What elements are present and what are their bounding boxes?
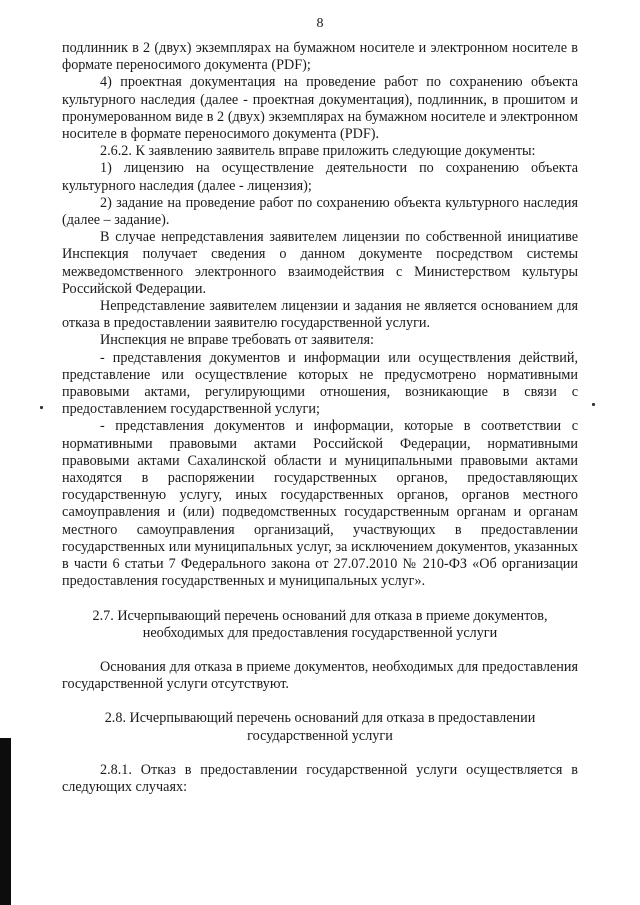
section-heading-2-8: 2.8. Исчерпывающий перечень оснований для отказа в предоставлении государственной услуги — [104, 710, 536, 744]
paragraph: Непредставление заявителем лицензии и задания не является основанием для отказа в предоставлении заявителю государственной услуги. — [62, 298, 578, 332]
paragraph: 2) задание на проведение работ по сохранению объекта культурного наследия (далее – задание). — [62, 194, 578, 229]
paragraph: 4) проектная документация на проведение работ по сохранению объекта культурного наследия (далее - проектная документация), подлинник, в прошитом и пронумерованном виде в 2 (двух) экземплярах на бумажном носителе и электронном носителе в формате переносимого документа (PDF). — [62, 74, 578, 143]
list-item: - представления документов и информации, которые в соответствии с нормативными правовыми актами Российской Федерации, нормативными правовыми актами Сахалинской области и муниципальными правовыми актами находятся в распоряжении государственных органов, предоставляющих государственную услугу, иных государственных органов, органов местного самоуправления и (или) подведомственных государственным органам и органам местного самоуправления организаций, участвующих в предоставлении государственных или муниципальных услуг, за исключением документов, указанных в части 6 статьи 7 Федерального закона от 27.07.2010 № 210-ФЗ «Об организации предоставления государственных и муниципальных услуг». — [62, 418, 578, 590]
paragraph: Инспекция не вправе требовать от заявителя: — [100, 332, 374, 349]
page-number: 8 — [316, 16, 324, 31]
paragraph: 1) лицензию на осуществление деятельности по сохранению объекта культурного наследия (далее - лицензия); — [62, 160, 578, 194]
scan-speck — [592, 403, 595, 406]
paragraph: 2.6.2. К заявлению заявитель вправе приложить следующие документы: — [100, 143, 536, 160]
scan-edge-shadow — [0, 738, 11, 905]
section-body-2-7: Основания для отказа в приеме документов, необходимых для предоставления государственной услуги отсутствуют. — [62, 658, 578, 693]
document-body — [62, 40, 578, 796]
list-item: - представления документов и информации или осуществления действий, представление или осуществление которых не предусмотрено нормативными правовыми актами, регулирующими отношения, возникающие в связи с предоставлением государственной услуги; — [62, 349, 578, 418]
section-body-2-8: 2.8.1. Отказ в предоставлении государственной услуги осуществляется в следующих случаях: — [62, 761, 578, 795]
section-heading-2-7: 2.7. Исчерпывающий перечень оснований для отказа в приеме документов, необходимых для предоставления государственной услуги — [92, 607, 548, 641]
scan-speck — [40, 406, 43, 409]
paragraph: подлинник в 2 (двух) экземплярах на бумажном носителе и электронном носителе в формате переносимого документа (PDF); — [62, 40, 578, 74]
paragraph: В случае непредставления заявителем лицензии по собственной инициативе Инспекция получает сведения о данном документе посредством системы межведомственного электронного взаимодействия с Министерством культуры Российской Федерации. — [62, 229, 578, 297]
